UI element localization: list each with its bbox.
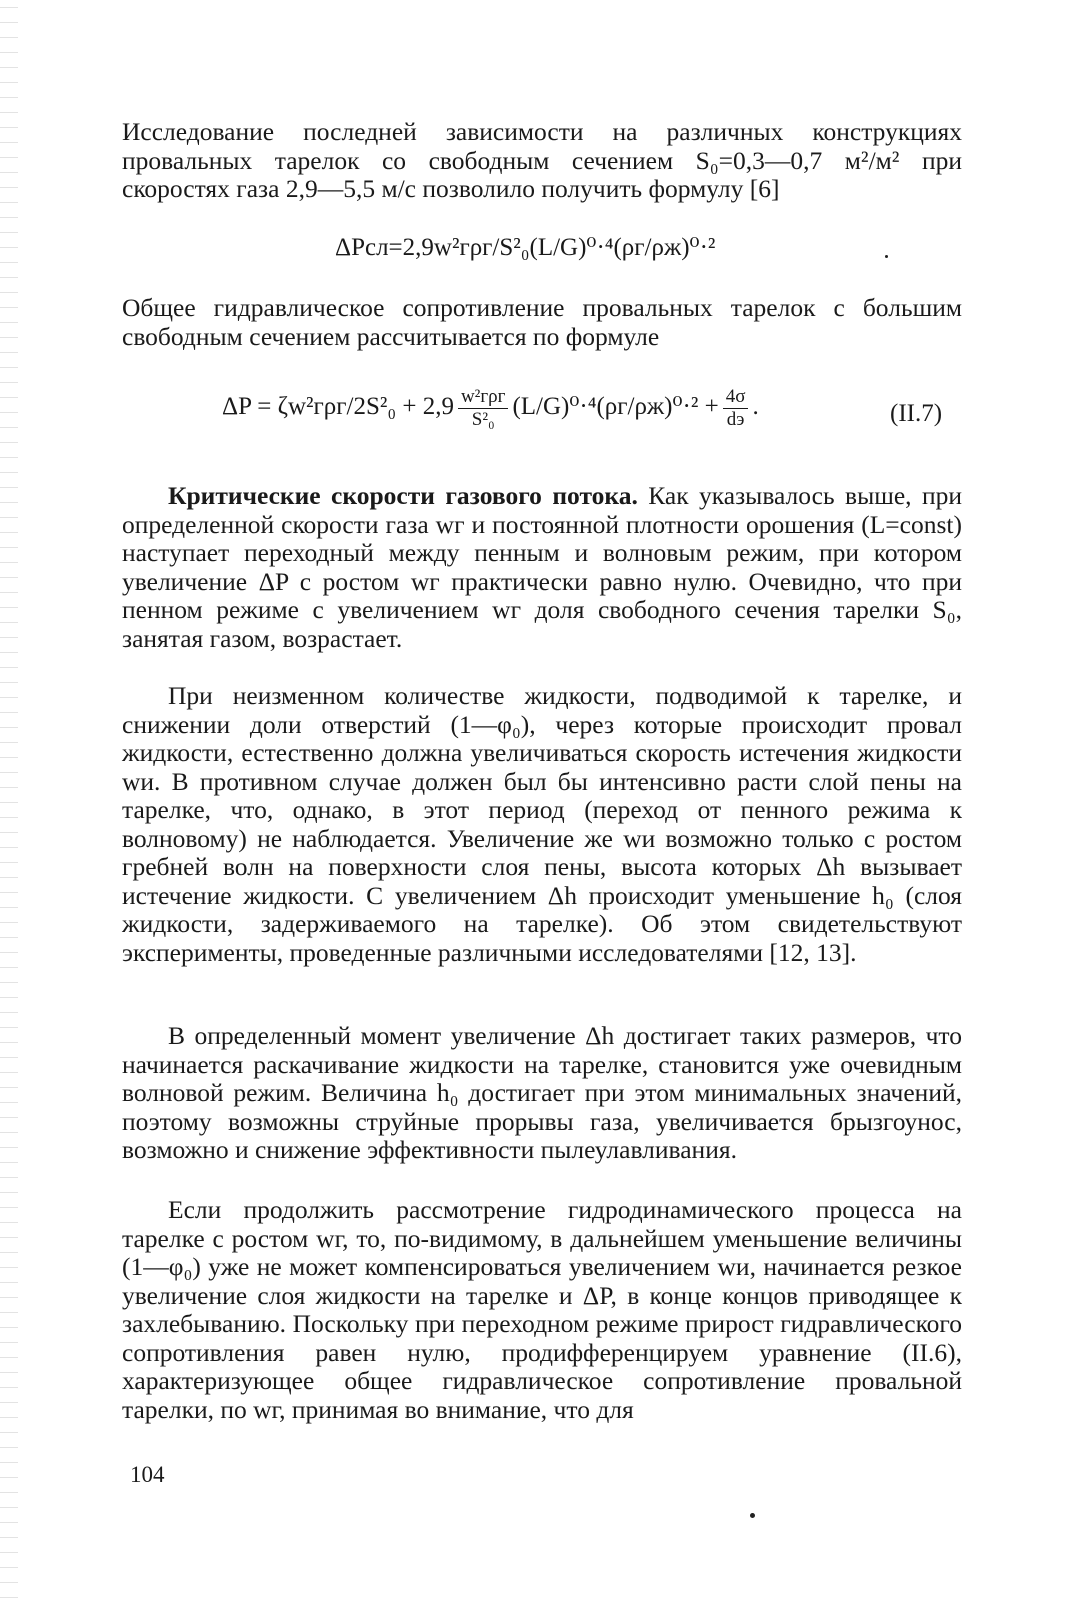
paragraph-2: Общее гидравлическое сопротивление провальных тарелок с большим свободным сечением рассчитывается по формуле [122,293,962,351]
formula-pressure-drop-layer: ΔPсл=2,9w²гρг/S²₀(L/G)⁰·⁴(ρг/ρж)⁰·² [335,234,716,261]
equation-number: (II.7) [890,400,943,427]
scan-edge-noise [0,0,18,1600]
fraction-1-denominator: S²₀ [471,409,495,430]
paragraph-5: В определенный момент увеличение Δh достигает таких размеров, что начинается раскачивание жидкости на тарелке, становится уже очевидным волновой режим. Величина h₀ достигает при этом минимальных значений, поэтому возможны струйные прорывы газа, увеличивается брызгоунос, возможно и снижение эффективности пылеулавливания. [122,1021,962,1164]
formula-mid: (L/G)⁰·⁴(ρг/ρж)⁰·² + [512,393,719,421]
formula-total-resistance [222,386,759,431]
page-number: 104 [130,1462,165,1487]
scan-speck [885,255,888,258]
paragraph-6: Если продолжить рассмотрение гидродинамического процесса на тарелке с ростом wг, то, по-видимому, в дальнейшем уменьшение величины (1—φ₀) уже не может компенсироваться увеличением wи, начинается резкое увеличение слоя жидкости на тарелке и ΔP, в конце концов приводящее к захлебыванию. Поскольку при переходном режиме прирост гидравлического сопротивления равен нулю, продифференцируем уравнение (II.6), характеризующее общее гидравлическое сопротивление провальной тарелки, по wг, принимая во внимание, что для [122,1195,962,1424]
paragraph-1: Исследование последней зависимости на различных конструкциях провальных тарелок со свободным сечением S₀=0,3—0,7 м²/м² при скоростях газа 2,9—5,5 м/с позволило получить формулу [6] [122,117,962,203]
section-heading: Критические скорости газового потока. [168,481,638,510]
scan-speck [750,1513,755,1518]
fraction-2-denominator: dэ [726,409,745,430]
fraction-2-numerator: 4σ [723,386,749,409]
formula-end: . [752,393,759,421]
fraction-1 [458,386,509,431]
paragraph-4: При неизменном количестве жидкости, подводимой к тарелке, и снижении доли отверстий (1—φ₀), через которые происходит провал жидкости, естественно должна увеличиваться скорость истечения жидкости wи. В противном случае должен был бы интенсивно расти слой пены на тарелке, что, однако, в этот период (переход от пенного режима к волновому) не наблюдается. Увеличение же wи возможно только с ростом гребней волн на поверхности слоя пены, высота которых Δh вызывает истечение жидкости. С увеличением Δh происходит уменьшение h₀ (слоя жидкости, задерживаемого на тарелке). Об этом свидетельствуют эксперименты, проведенные различными исследователями [12, 13]. [122,681,962,967]
formula-lhs: ΔP = ζw²гρг/2S²₀ + 2,9 [222,393,454,421]
paragraph-3 [122,482,962,653]
fraction-2 [723,386,749,431]
paragraph-3-body: Как указывалось выше, при определенной скорости газа wг и постоянной плотности орошения (L=const) наступает переходный между пенным и волновым режим, при котором увеличение ΔP с ростом wг практически равно нулю. Очевидно, что при пенном режиме с увеличением wг доля свободного сечения тарелки S₀, занятая газом, возрастает. [122,481,962,653]
fraction-1-numerator: w²гρг [458,386,509,409]
